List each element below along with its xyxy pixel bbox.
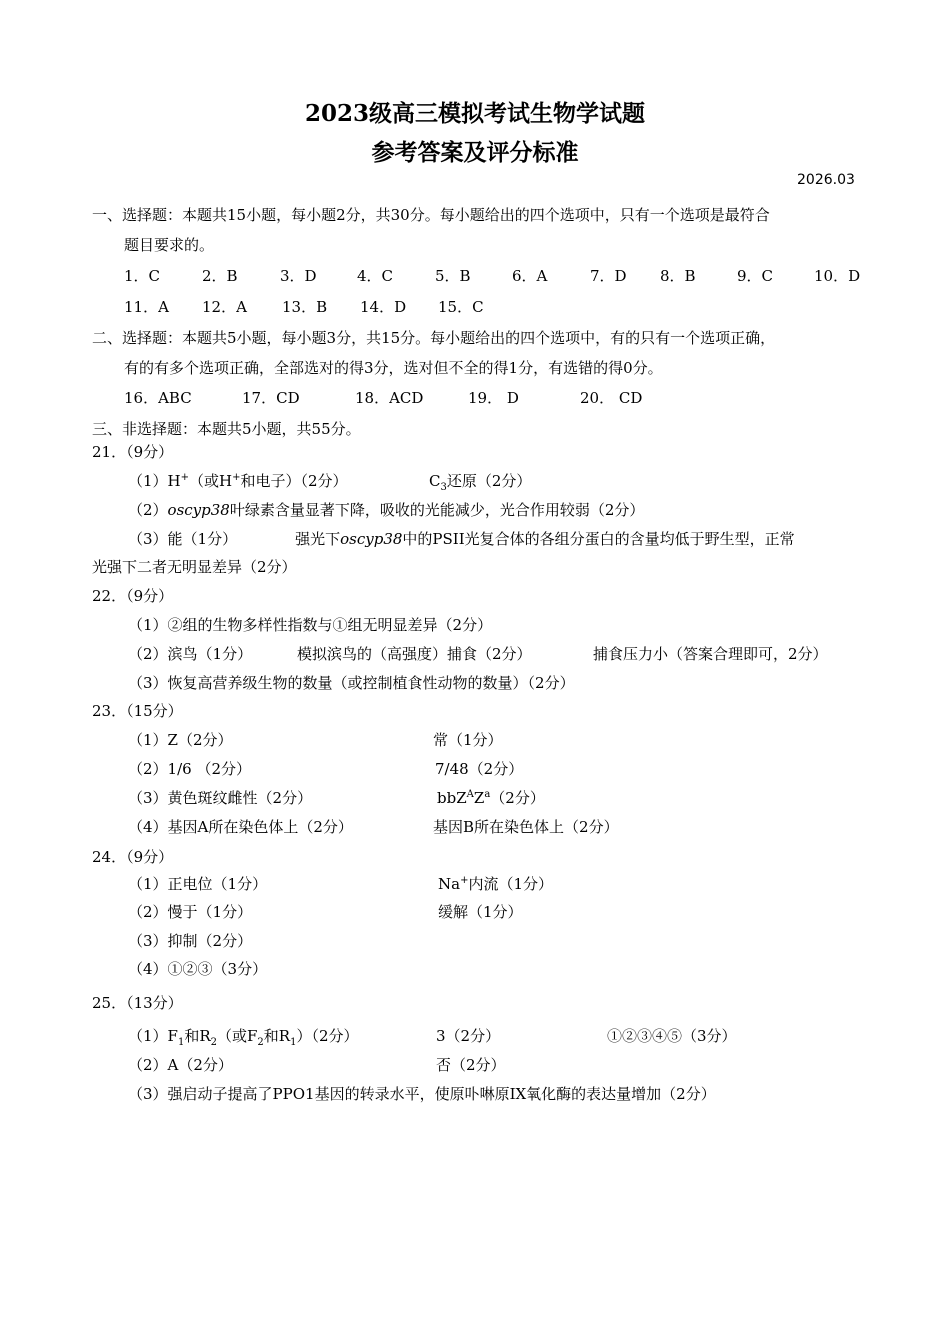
q25-answer-2b: 否（2分） — [436, 1056, 506, 1074]
answer-item: 15．C — [438, 298, 484, 316]
q22-answer-1: （1）②组的生物多样性指数与①组无明显差异（2分） — [128, 616, 493, 634]
q24-answer-1a: （1）正电位（1分） — [128, 875, 268, 893]
section1-heading-cont: 题目要求的。 — [124, 236, 215, 254]
q23-answer-4a: （4）基因A所在染色体上（2分） — [128, 818, 353, 836]
q21-answer-1a: （1）H+（或H+和电子）（2分） — [128, 472, 348, 490]
q23-answer-3a: （3）黄色斑纹雌性（2分） — [128, 789, 313, 807]
answer-item: 9．C — [737, 267, 774, 285]
page-title: 2023级高三模拟考试生物学试题 — [304, 100, 645, 127]
answer-item: 4．C — [357, 267, 394, 285]
answer-item: 16．ABC — [124, 389, 192, 407]
q22-answer-2c: 捕食压力小（答案合理即可，2分） — [593, 645, 828, 663]
answer-item: 10．D — [814, 267, 861, 285]
q21-answer-3-cont: 光强下二者无明显差异（2分） — [92, 558, 297, 576]
answer-item: 7．D — [590, 267, 627, 285]
answer-item: 6．A — [512, 267, 548, 285]
q25-heading: 25．（13分） — [92, 994, 183, 1012]
answer-item: 12．A — [202, 298, 247, 316]
answer-item: 17．CD — [242, 389, 300, 407]
answer-item: 14．D — [360, 298, 407, 316]
q24-heading: 24．（9分） — [92, 848, 174, 866]
answer-item: 2．B — [202, 267, 238, 285]
section1-heading: 一、选择题：本题共15小题，每小题2分，共30分。每小题给出的四个选项中，只有一个选项是最符合 — [92, 206, 770, 224]
answer-item: 20． CD — [580, 389, 643, 407]
q22-heading: 22．（9分） — [92, 587, 174, 605]
section3-heading: 三、非选择题：本题共5小题，共55分。 — [92, 420, 361, 438]
q22-answer-2b: 模拟滨鸟的（高强度）捕食（2分） — [297, 645, 532, 663]
answer-item: 11．A — [124, 298, 169, 316]
answer-item: 3．D — [280, 267, 317, 285]
answer-item: 19． D — [468, 389, 519, 407]
q25-answer-1b: 3（2分） — [436, 1027, 501, 1045]
answer-item: 13．B — [282, 298, 328, 316]
q24-answer-2b: 缓解（1分） — [438, 903, 523, 921]
section2-heading: 二、选择题：本题共5小题，每小题3分，共15分。每小题给出的四个选项中，有的只有一个选项正确， — [92, 329, 776, 347]
q21-answer-3: （3）能（1分） 强光下oscyp38中的PSII光复合体的各组分蛋白的含量均低于野生型，正常 — [128, 530, 795, 548]
q23-answer-1a: （1）Z（2分） — [128, 731, 233, 749]
q23-heading: 23．（15分） — [92, 702, 183, 720]
section2-heading-cont: 有的有多个选项正确，全部选对的得3分，选对但不全的得1分，有选错的得0分。 — [124, 359, 663, 377]
q24-answer-1b: Na+内流（1分） — [438, 875, 554, 893]
q25-answer-3: （3）强启动子提高了PPO1基因的转录水平，使原卟啉原IX氧化酶的表达量增加（2分） — [128, 1085, 716, 1103]
q23-answer-4b: 基因B所在染色体上（2分） — [433, 818, 619, 836]
q23-answer-3b: $bbZ^AZ^a(2$分） — [437, 789, 545, 807]
q23-answer-2b: 7/48（2分） — [435, 760, 524, 778]
page-subtitle: 参考答案及评分标准 — [371, 139, 579, 166]
q24-answer-3: （3）抑制（2分） — [128, 932, 253, 950]
q21-heading: 21．（9分） — [92, 443, 174, 461]
q25-answer-1a: $(1)F_1$和$R_2$（或$F_2$和$R_1)(2$分） — [128, 1027, 359, 1048]
answer-item: 5．B — [435, 267, 471, 285]
q25-answer-2a: （2）A（2分） — [128, 1056, 233, 1074]
q21-answer-1b: $C_3$还原（2分） — [429, 472, 532, 493]
q23-answer-1b: 常（1分） — [433, 731, 503, 749]
q25-answer-1c: ①②③④⑤（3分） — [607, 1027, 737, 1045]
q22-answer-2a: （2）滨鸟（1分） — [128, 645, 253, 663]
q21-answer-2: （2）oscyp38叶绿素含量显著下降，吸收的光能减少，光合作用较弱（2分） — [128, 501, 645, 519]
answer-item: 8．B — [660, 267, 696, 285]
q23-answer-2a: （2）1/6 （2分） — [128, 760, 251, 778]
q24-answer-4: （4）①②③（3分） — [128, 960, 268, 978]
q24-answer-2a: （2）慢于（1分） — [128, 903, 253, 921]
answer-item: 18．ACD — [355, 389, 424, 407]
q22-answer-3: （3）恢复高营养级生物的数量（或控制植食性动物的数量）（2分） — [128, 674, 575, 692]
answer-item: 1．C — [124, 267, 161, 285]
exam-date: 2026.03 — [797, 172, 855, 188]
